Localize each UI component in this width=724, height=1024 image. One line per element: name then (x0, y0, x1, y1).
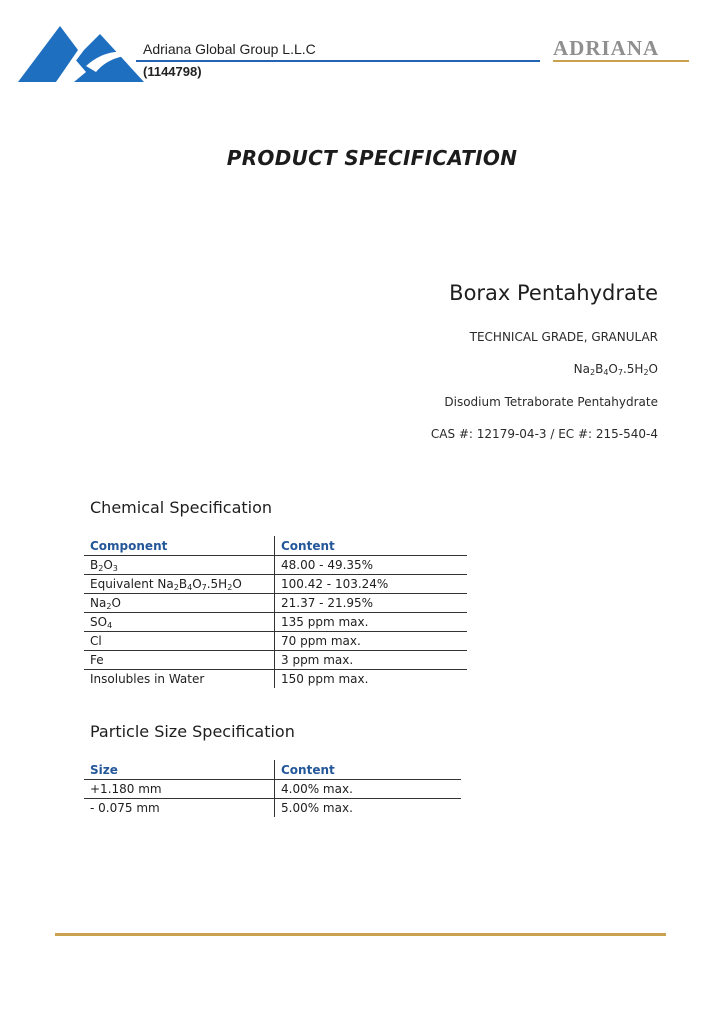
table-row (84, 799, 461, 818)
content-cell: 100.42 - 103.24% (275, 575, 468, 594)
size-cell: +1.180 mm (84, 780, 275, 799)
table-header-row (84, 536, 467, 556)
document-title: PRODUCT SPECIFICATION (226, 146, 518, 170)
component-cell: $B_2O_3$ (84, 556, 275, 575)
content-cell: 135 ppm max. (275, 613, 468, 632)
company-logo (16, 20, 146, 84)
content-cell: 5.00% max. (275, 799, 462, 818)
company-registration-number: (1144798) (143, 64, 202, 79)
brand-wordmark: ADRIANA (553, 36, 660, 60)
component-cell: Insolubles in Water (90, 672, 205, 686)
content-cell: 3 ppm max. (275, 651, 468, 670)
cas-ec-numbers: CAS #: 12179-04-3 / EC #: 215-540-4 (430, 427, 658, 441)
table-header-row (84, 760, 461, 780)
particle-size-spec-table (84, 760, 461, 817)
table-row (84, 670, 467, 689)
brand-underline (553, 60, 689, 62)
component-cell: Fe (84, 651, 275, 670)
component-cell: $Na_2O$ (84, 594, 275, 613)
content-cell: 48.00 - 49.35% (275, 556, 468, 575)
content-cell: 150 ppm max. (275, 670, 468, 689)
particle-size-spec-heading: Particle Size Specification (90, 722, 295, 741)
component-cell: Equivalent $Na_2B_4O_7.5H_2O$ (84, 575, 275, 594)
content-cell: 70 ppm max. (275, 632, 468, 651)
content-cell: 21.37 - 21.95% (275, 594, 468, 613)
chemical-spec-table (84, 536, 467, 688)
size-cell: - 0.075 mm (90, 801, 160, 815)
table-row (84, 556, 467, 575)
component-cell: $SO_4$ (84, 613, 275, 632)
chemical-spec-heading: Chemical Specification (90, 498, 273, 517)
table-row (84, 780, 461, 799)
header-divider (136, 60, 540, 62)
table-row (84, 594, 467, 613)
table-row (84, 651, 467, 670)
product-name: Borax Pentahydrate (449, 281, 658, 305)
table-row (84, 632, 467, 651)
column-header-content: Content (275, 760, 462, 780)
chemical-formula: $Na_2B_4O_7.5H_2O$ (573, 362, 658, 377)
column-header-size: Size (84, 760, 275, 780)
chemical-name: Disodium Tetraborate Pentahydrate (444, 395, 658, 409)
content-cell: 4.00% max. (275, 780, 462, 799)
table-row (84, 613, 467, 632)
column-header-content: Content (275, 536, 468, 556)
column-header-component: Component (84, 536, 275, 556)
product-grade: TECHNICAL GRADE, GRANULAR (469, 330, 658, 344)
component-cell: Cl (84, 632, 275, 651)
footer-divider (55, 933, 666, 936)
table-row (84, 575, 467, 594)
company-name: Adriana Global Group L.L.C (143, 41, 316, 57)
